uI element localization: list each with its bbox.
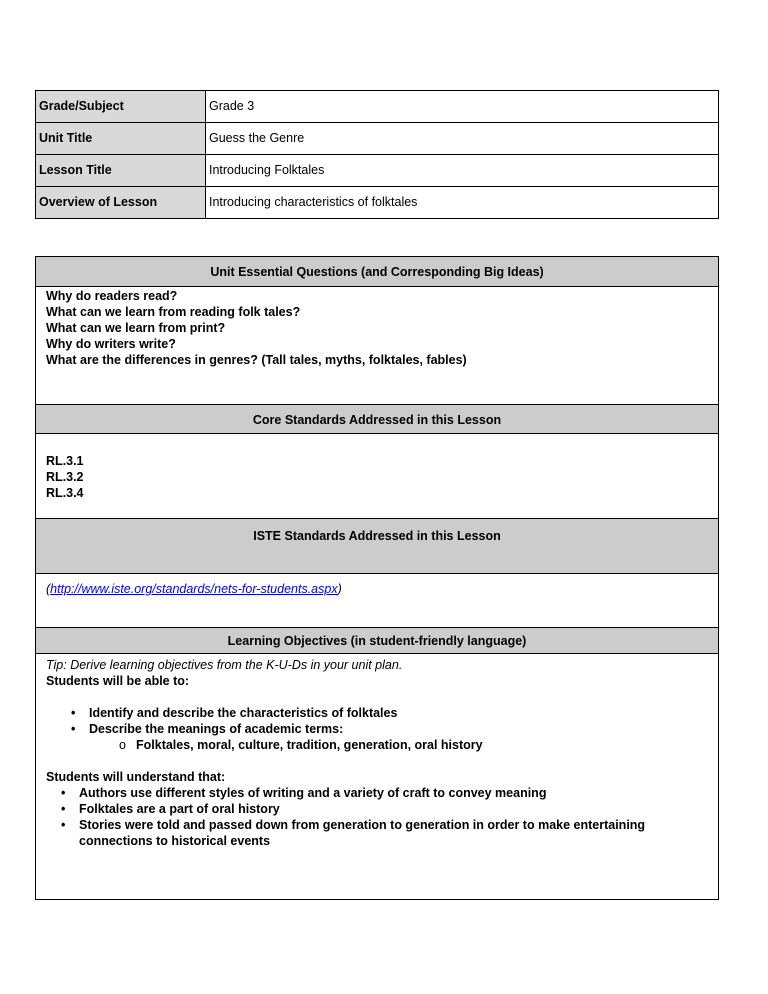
standard-item: RL.3.4 — [46, 486, 84, 500]
question-line: Why do readers read? — [46, 289, 178, 303]
list-item: • Folktales are a part of oral history — [61, 802, 280, 816]
table-row — [36, 287, 719, 405]
understand-list — [46, 785, 708, 849]
unit-title-value: Guess the Genre — [206, 123, 719, 155]
overview-value: Introducing characteristics of folktales — [206, 187, 719, 219]
list-item: • Describe the meanings of academic terms: — [71, 722, 344, 736]
table-row — [36, 123, 719, 155]
table-row — [36, 257, 719, 287]
list-item: • Stories were told and passed down from generation to generation in order to make entertaining connections to historical events — [61, 818, 646, 848]
table-row — [36, 628, 719, 654]
sub-list-item: o Folktales, moral, culture, tradition, generation, oral history — [119, 738, 483, 752]
list-item: • Authors use different styles of writing and a variety of craft to convey meaning — [61, 786, 547, 800]
table-row — [36, 91, 719, 123]
question-line: What can we learn from reading folk tales? — [46, 305, 301, 319]
bullet-icon: • — [71, 706, 76, 720]
iste-standards-cell — [36, 574, 719, 628]
unit-title-label: Unit Title — [36, 123, 206, 155]
table-row — [36, 405, 719, 434]
bullet-icon: • — [61, 818, 66, 832]
understand-heading: Students will understand that: — [46, 770, 226, 784]
able-to-list — [46, 705, 708, 737]
table-row — [36, 654, 719, 900]
table-row — [36, 574, 719, 628]
iste-standards-link[interactable]: http://www.iste.org/standards/nets-for-students.aspx — [50, 582, 338, 596]
lesson-plan-table — [35, 256, 719, 900]
table-row — [36, 187, 719, 219]
core-standards-heading: Core Standards Addressed in this Lesson — [36, 405, 719, 434]
question-line: What can we learn from print? — [46, 321, 226, 335]
grade-subject-label: Grade/Subject — [36, 91, 206, 123]
essential-questions-cell — [36, 287, 719, 405]
table-row — [36, 434, 719, 519]
open-paren: ( — [46, 582, 51, 596]
standard-item: RL.3.1 — [46, 454, 84, 468]
table-row — [36, 519, 719, 574]
learning-objectives-cell — [36, 654, 719, 900]
bullet-icon: • — [71, 722, 76, 736]
objectives-tip: Tip: Derive learning objectives from the K-U-Ds in your unit plan. — [46, 658, 403, 672]
bullet-icon: • — [61, 802, 66, 816]
bullet-icon: • — [61, 786, 66, 800]
core-standards-cell — [36, 434, 719, 519]
list-item: • Identify and describe the characteristics of folktales — [71, 706, 398, 720]
standard-item: RL.3.2 — [46, 470, 84, 484]
overview-label: Overview of Lesson — [36, 187, 206, 219]
able-to-heading: Students will be able to: — [46, 674, 190, 688]
grade-subject-value: Grade 3 — [206, 91, 719, 123]
question-line: What are the differences in genres? (Tall tales, myths, folktales, fables) — [46, 353, 467, 367]
lesson-info-table — [35, 90, 719, 219]
lesson-title-value: Introducing Folktales — [206, 155, 719, 187]
learning-objectives-heading: Learning Objectives (in student-friendly language) — [36, 628, 719, 654]
essential-questions-heading: Unit Essential Questions (and Corresponding Big Ideas) — [36, 257, 719, 287]
lesson-title-label: Lesson Title — [36, 155, 206, 187]
iste-standards-heading: ISTE Standards Addressed in this Lesson — [36, 519, 719, 574]
question-line: Why do writers write? — [46, 337, 176, 351]
close-paren: ) — [337, 582, 342, 596]
circle-bullet-icon: o — [119, 738, 126, 752]
table-row — [36, 155, 719, 187]
